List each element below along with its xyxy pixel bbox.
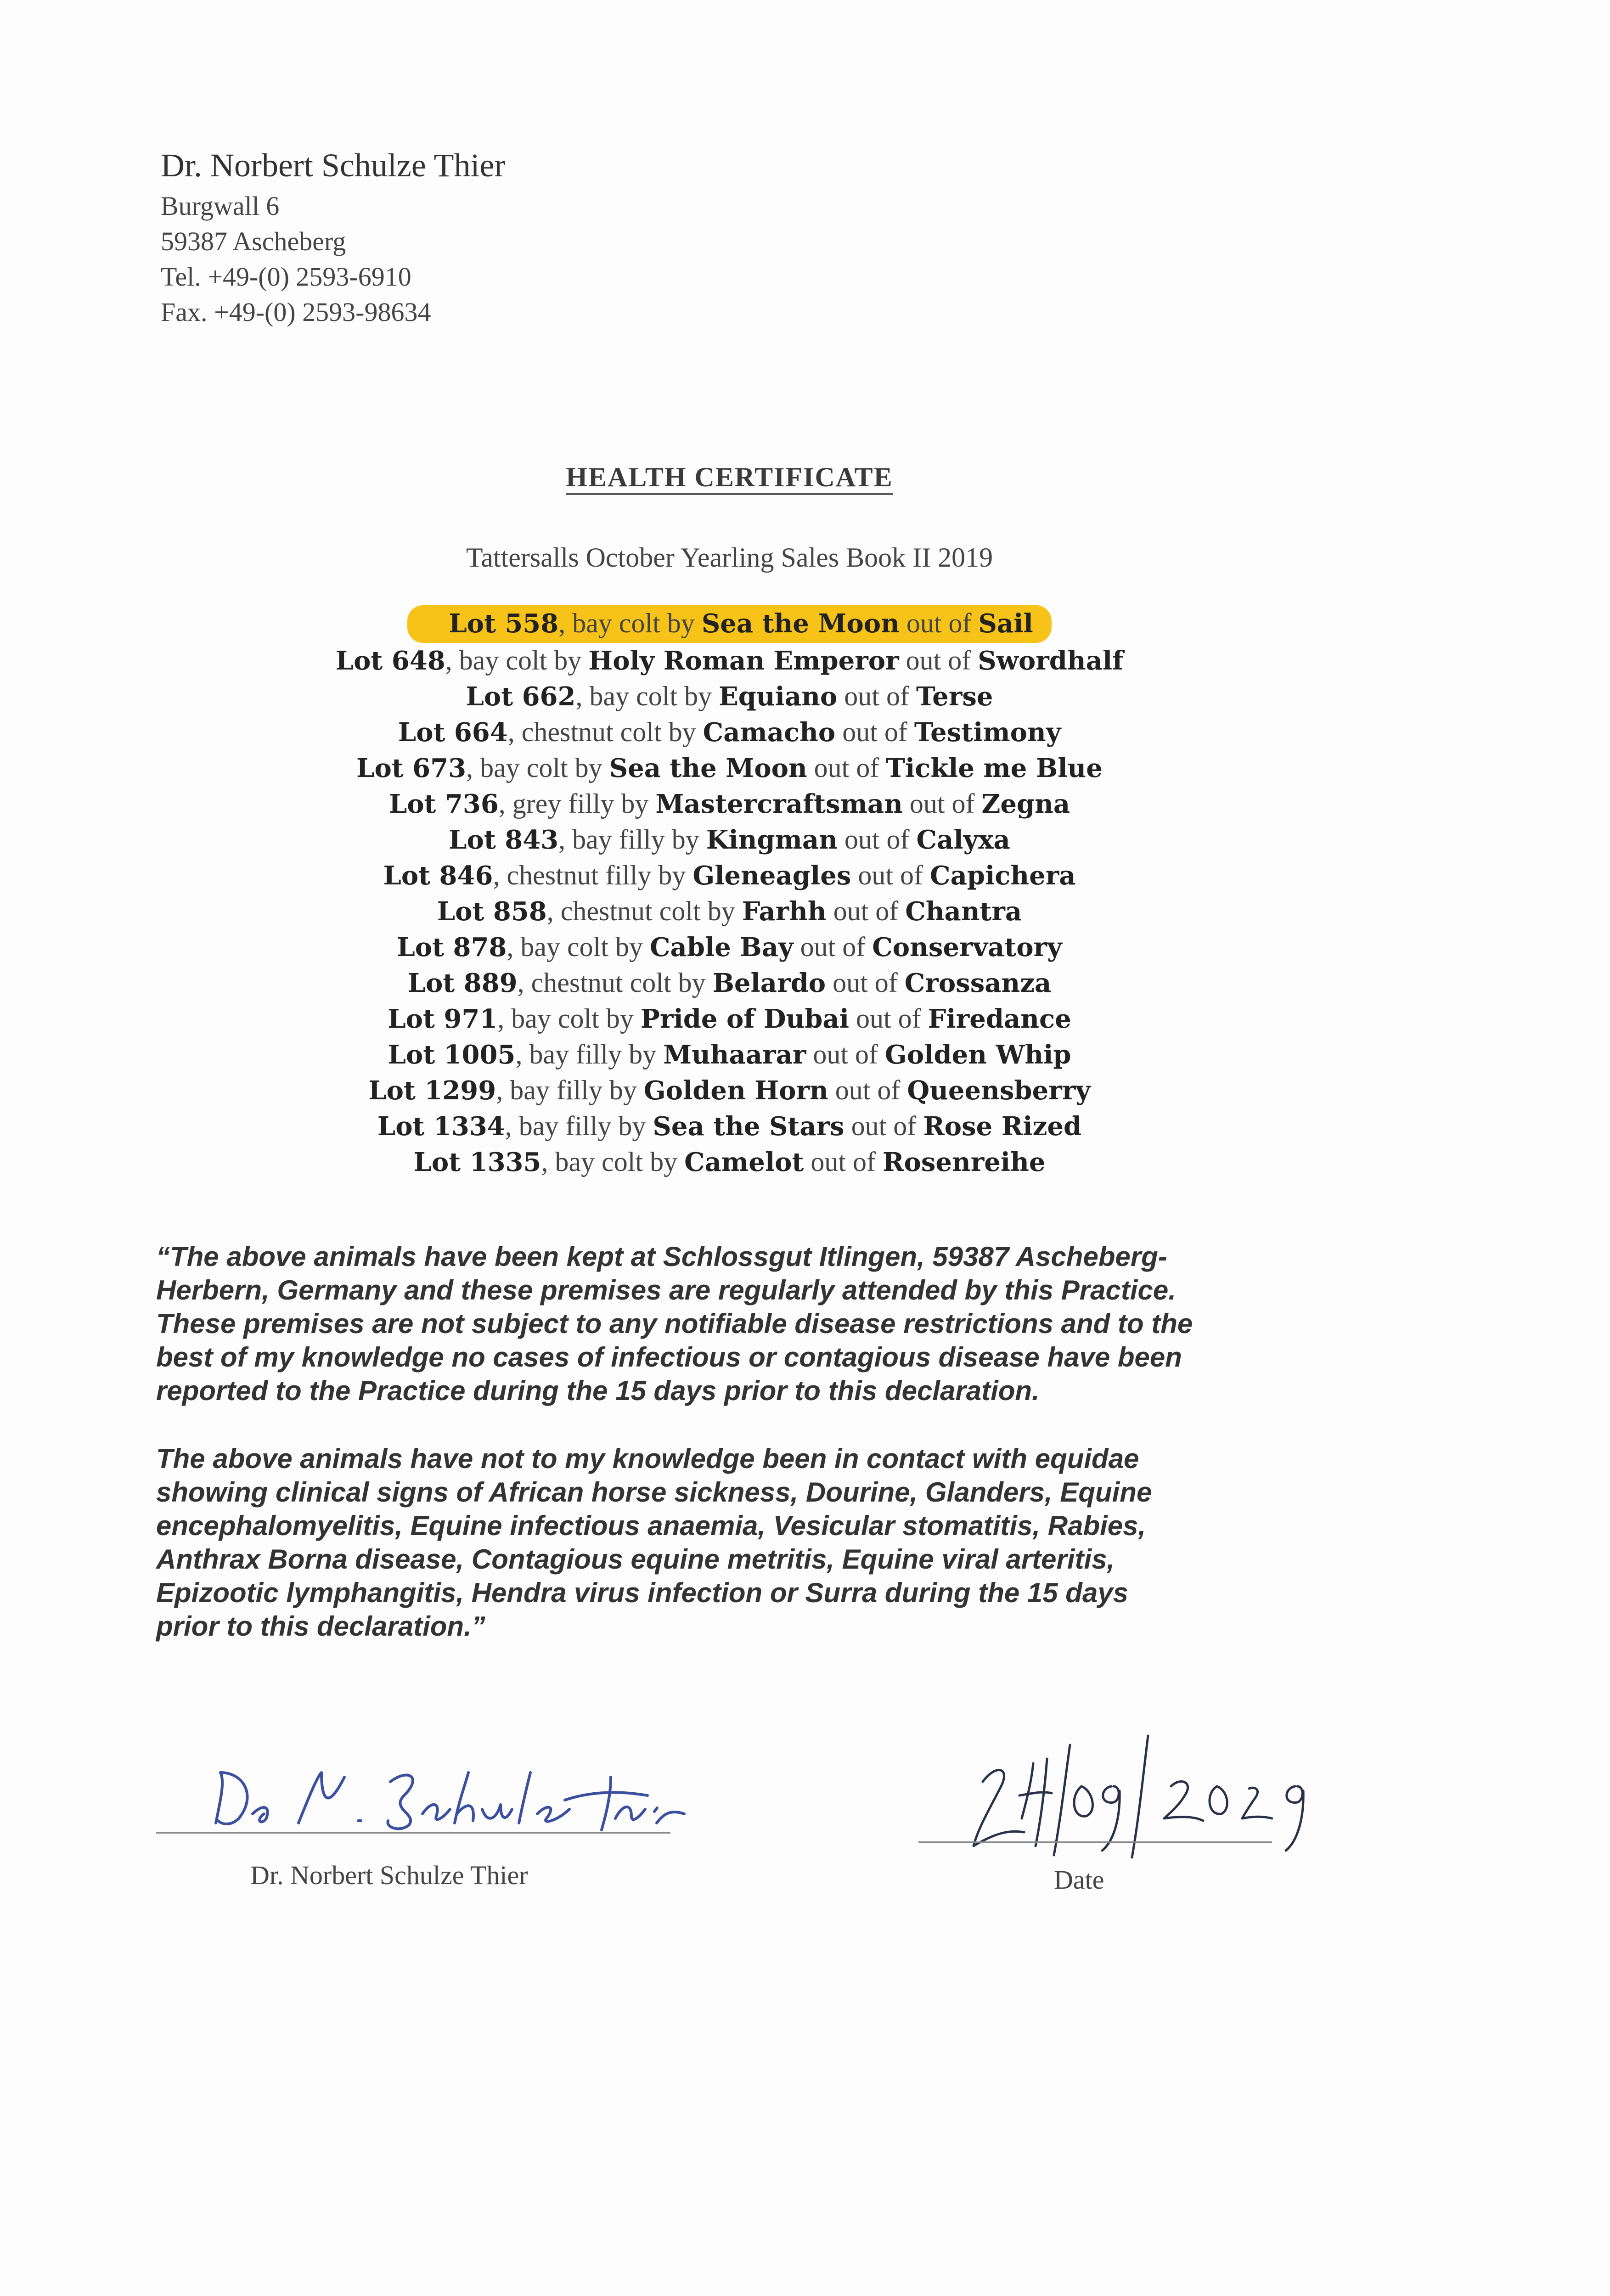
lot-out-of: out of [835,717,914,747]
lot-dam: Queensberry [907,1075,1091,1106]
lot-description: , bay colt by [575,681,719,711]
lot-sire: Equiano [719,681,838,712]
lot-number: Lot 1005 [388,1040,516,1070]
lot-number: Lot 1335 [413,1147,541,1177]
lot-dam: Sail [978,608,1033,639]
handwritten-signature [207,1745,712,1846]
lot-number: Lot 889 [407,968,518,998]
lot-row [0,1073,1459,1109]
lot-number: Lot 648 [335,646,445,676]
lot-row [0,715,1459,750]
lot-dam: Swordhalf [978,646,1124,676]
lot-out-of: out of [804,1147,883,1177]
lot-dam: Chantra [905,896,1022,927]
lot-list [0,605,1459,1180]
lot-row [0,643,1459,679]
lot-description: , chestnut colt by [546,896,742,926]
lot-out-of: out of [902,788,982,819]
declaration-line: reported to the Practice during the 15 days prior to this declaration. [156,1375,1040,1406]
lot-number: Lot 1299 [368,1075,496,1106]
lot-dam: Tickle me Blue [886,753,1103,783]
sender-name: Dr. Norbert Schulze Thier [161,147,506,184]
lot-sire: Mastercraftsman [655,789,903,819]
lot-number: Lot 1334 [377,1111,505,1142]
lot-sire: Cable Bay [649,932,794,962]
lot-number: Lot 858 [437,896,547,927]
lot-row [0,605,1459,643]
sender-fax: Fax. +49-(0) 2593-98634 [161,297,431,327]
lot-description: , bay filly by [515,1039,664,1069]
declaration-paragraph-2 [156,1442,1313,1643]
lot-row [0,1144,1459,1180]
lot-description: , chestnut colt by [517,968,713,998]
lot-row [0,858,1459,894]
lot-description: , bay colt by [466,753,609,783]
lot-row [0,750,1459,786]
lot-number: Lot 664 [398,717,508,748]
lot-description: , bay colt by [558,608,702,638]
lot-sire: Sea the Moon [609,753,807,783]
signatory-name: Dr. Norbert Schulze Thier [250,1860,528,1890]
lot-number: Lot 736 [388,789,499,819]
document-title [0,461,1459,493]
document-subtitle: Tattersalls October Yearling Sales Book II 2019 [466,542,993,573]
lot-out-of: out of [899,608,979,638]
lot-sire: Muhaarar [663,1040,806,1070]
lot-row [0,822,1459,858]
lot-dam: Terse [916,681,993,712]
lot-description: , bay colt by [541,1147,685,1177]
lot-row [0,965,1459,1001]
lot-row [0,1037,1459,1073]
lot-out-of: out of [849,1003,928,1034]
lot-out-of: out of [806,1039,885,1069]
lot-description: , chestnut colt by [507,717,703,747]
declaration-line: The above animals have not to my knowledge been in contact with equidae [156,1443,1139,1474]
declaration-line: Anthrax Borna disease, Contagious equine metritis, Equine viral arteritis, [156,1544,1115,1575]
lot-number: Lot 662 [466,681,576,712]
lot-sire: Sea the Stars [653,1111,844,1142]
lot-dam: Golden Whip [885,1040,1071,1070]
signature-line [156,1832,670,1834]
handwritten-date [955,1727,1323,1864]
declaration-line: These premises are not subject to any notifiable disease restrictions and to the [156,1308,1193,1339]
date-line [918,1841,1272,1843]
date-label: Date [1054,1865,1104,1895]
lot-description: , bay filly by [496,1075,644,1105]
lot-row [0,929,1459,965]
lot-sire: Holy Roman Emperor [588,646,899,676]
lot-sire: Camelot [684,1147,804,1177]
lot-number: Lot 558 [449,608,559,639]
lot-dam: Calyxa [916,825,1010,855]
lot-dam: Testimony [914,717,1061,748]
lot-description: , chestnut filly by [493,860,693,890]
lot-sire: Pride of Dubai [640,1004,849,1034]
lot-dam: Rose Rized [923,1111,1082,1142]
lot-sire: Farhh [742,896,827,927]
lot-row [0,679,1459,715]
lot-description: , bay colt by [445,645,589,675]
lot-row [0,786,1459,822]
lot-description: , bay filly by [558,824,706,855]
lot-number: Lot 673 [356,753,467,783]
lot-out-of: out of [837,824,917,855]
lot-description: , bay colt by [507,932,650,962]
declaration-line: showing clinical signs of African horse sickness, Dourine, Glanders, Equine [156,1477,1152,1508]
lot-out-of: out of [793,932,873,962]
sender-address-block [161,142,505,330]
lot-out-of: out of [899,645,978,675]
lot-dam: Capichera [930,861,1076,891]
lot-out-of: out of [828,1075,907,1105]
lot-sire: Golden Horn [643,1075,828,1106]
lot-description: , grey filly by [498,788,656,819]
lot-out-of: out of [807,753,886,783]
lot-dam: Conservatory [872,932,1062,962]
declaration-paragraph-1 [156,1240,1313,1407]
declaration-line: Herbern, Germany and these premises are regularly attended by this Practice. [156,1275,1176,1306]
sender-city: 59387 Ascheberg [161,226,346,256]
lot-description: , bay colt by [497,1003,641,1034]
sender-tel: Tel. +49-(0) 2593-6910 [161,262,411,292]
lot-sire: Belardo [712,968,826,998]
declaration-line: Epizootic lymphangitis, Hendra virus infection or Surra during the 15 days [156,1577,1129,1608]
lot-out-of: out of [844,1111,923,1141]
lot-sire: Kingman [706,825,838,855]
declaration-line: “The above animals have been kept at Schlossgut Itlingen, 59387 Ascheberg- [156,1241,1167,1272]
lot-number: Lot 846 [383,861,493,891]
document-title-text: HEALTH CERTIFICATE [566,462,893,495]
lot-out-of: out of [826,896,906,926]
lot-dam: Firedance [928,1004,1071,1034]
lot-number: Lot 971 [388,1004,498,1034]
declaration-line: prior to this declaration.” [156,1611,485,1642]
lot-sire: Sea the Moon [701,608,900,639]
declaration-line: encephalomyelitis, Equine infectious anaemia, Vesicular stomatitis, Rabies, [156,1510,1146,1541]
lot-out-of: out of [851,860,930,890]
lot-row [0,1001,1459,1037]
lot-number: Lot 878 [397,932,507,962]
lot-out-of: out of [837,681,916,711]
lot-row [0,1109,1459,1144]
lot-sire: Gleneagles [692,861,851,891]
lot-dam: Crossanza [904,968,1052,998]
lot-row [0,894,1459,929]
lot-number: Lot 843 [449,825,559,855]
declaration-line: best of my knowledge no cases of infectious or contagious disease have been [156,1342,1182,1373]
lot-dam: Zegna [981,789,1070,819]
lot-description: , bay filly by [505,1111,653,1141]
lot-sire: Camacho [703,717,836,748]
sender-street: Burgwall 6 [161,191,280,221]
lot-dam: Rosenreihe [882,1147,1046,1177]
lot-out-of: out of [826,968,905,998]
